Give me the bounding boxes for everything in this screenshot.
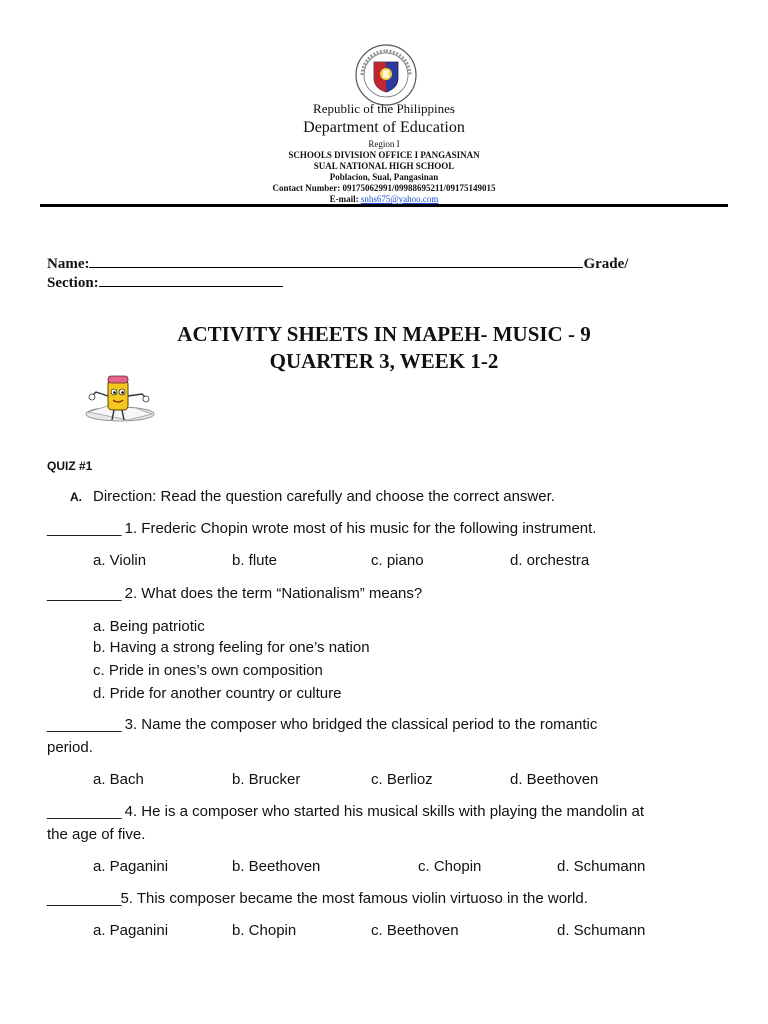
direction-text: Direction: Read the question carefully and choose the correct answer. — [93, 488, 555, 505]
option-c: c. Pride in ones’s own composition — [93, 662, 323, 679]
option-c: c. piano — [371, 552, 424, 569]
option-a: a. Paganini — [93, 922, 169, 939]
question-1-text: 1. Frederic Chopin wrote most of his music for the following instrument. — [120, 520, 597, 537]
option-c: c. Chopin — [418, 858, 482, 875]
name-label: Name: — [47, 256, 90, 272]
email-link[interactable]: snhs675@yahoo.com — [360, 194, 439, 204]
question-3-continued: period. — [47, 739, 93, 756]
header-school: SUAL NATIONAL HIGH SCHOOL — [313, 161, 455, 171]
option-d: d. Schumann — [557, 858, 646, 875]
answer-blank[interactable]: __________ — [47, 585, 121, 602]
question-3 — [47, 716, 597, 733]
section-row — [47, 272, 283, 292]
option-b: b. Chopin — [232, 922, 297, 939]
answer-blank[interactable]: __________ — [47, 716, 121, 733]
name-field[interactable] — [89, 253, 583, 268]
option-d: d. Beethoven — [510, 771, 599, 788]
question-2-text: 2. What does the term “Nationalism” means? — [120, 585, 423, 602]
option-b: b. Brucker — [232, 771, 301, 788]
question-2 — [47, 585, 422, 602]
option-a: a. Being patriotic — [93, 618, 205, 635]
question-1 — [47, 520, 596, 537]
header-department: Department of Education — [303, 119, 465, 136]
option-c: c. Beethoven — [371, 922, 459, 939]
pencil-mascot-illustration — [78, 374, 162, 434]
question-5 — [47, 890, 588, 907]
question-4-text: 4. He is a composer who started his musical skills with playing the mandolin at — [120, 803, 645, 820]
section-field[interactable] — [99, 272, 283, 287]
answer-blank[interactable]: __________ — [47, 890, 121, 907]
question-3-text: 3. Name the composer who bridged the classical period to the romantic — [120, 716, 598, 733]
option-a: a. Bach — [93, 771, 144, 788]
header-republic: Republic of the Philippines — [313, 101, 455, 116]
header-divider — [40, 204, 728, 207]
name-row — [47, 253, 628, 273]
page-title: ACTIVITY SHEETS IN MAPEH- MUSIC - 9 — [177, 322, 591, 346]
header-region: Region I — [368, 139, 400, 149]
question-5-text: 5. This composer became the most famous violin virtuoso in the world. — [120, 890, 588, 907]
question-4-continued: the age of five. — [47, 826, 146, 843]
option-c: c. Berlioz — [371, 771, 433, 788]
quiz-label: QUIZ #1 — [47, 459, 93, 473]
header-email-line — [0, 194, 768, 204]
grade-label: Grade/ — [583, 256, 629, 272]
direction-letter: A. — [70, 490, 82, 504]
option-b: b. flute — [232, 552, 278, 569]
option-d: d. Schumann — [557, 922, 646, 939]
header-contact: Contact Number: 09175062991/09988695211/09175149015 — [272, 183, 496, 193]
option-b: b. Beethoven — [232, 858, 321, 875]
option-a: a. Violin — [93, 552, 147, 569]
question-4 — [47, 803, 644, 820]
option-b: b. Having a strong feeling for one’s nation — [93, 639, 370, 656]
answer-blank[interactable]: __________ — [47, 520, 121, 537]
email-label: E-mail: — [329, 194, 361, 204]
section-label: Section: — [47, 275, 99, 291]
page-subtitle: QUARTER 3, WEEK 1-2 — [269, 349, 499, 373]
deped-seal-logo — [355, 44, 417, 106]
option-d: d. Pride for another country or culture — [93, 685, 342, 702]
answer-blank[interactable]: __________ — [47, 803, 121, 820]
option-a: a. Paganini — [93, 858, 169, 875]
option-d: d. orchestra — [510, 552, 590, 569]
header-address: Poblacion, Sual, Pangasinan — [329, 172, 439, 182]
header-division: SCHOOLS DIVISION OFFICE I PANGASINAN — [288, 150, 480, 160]
